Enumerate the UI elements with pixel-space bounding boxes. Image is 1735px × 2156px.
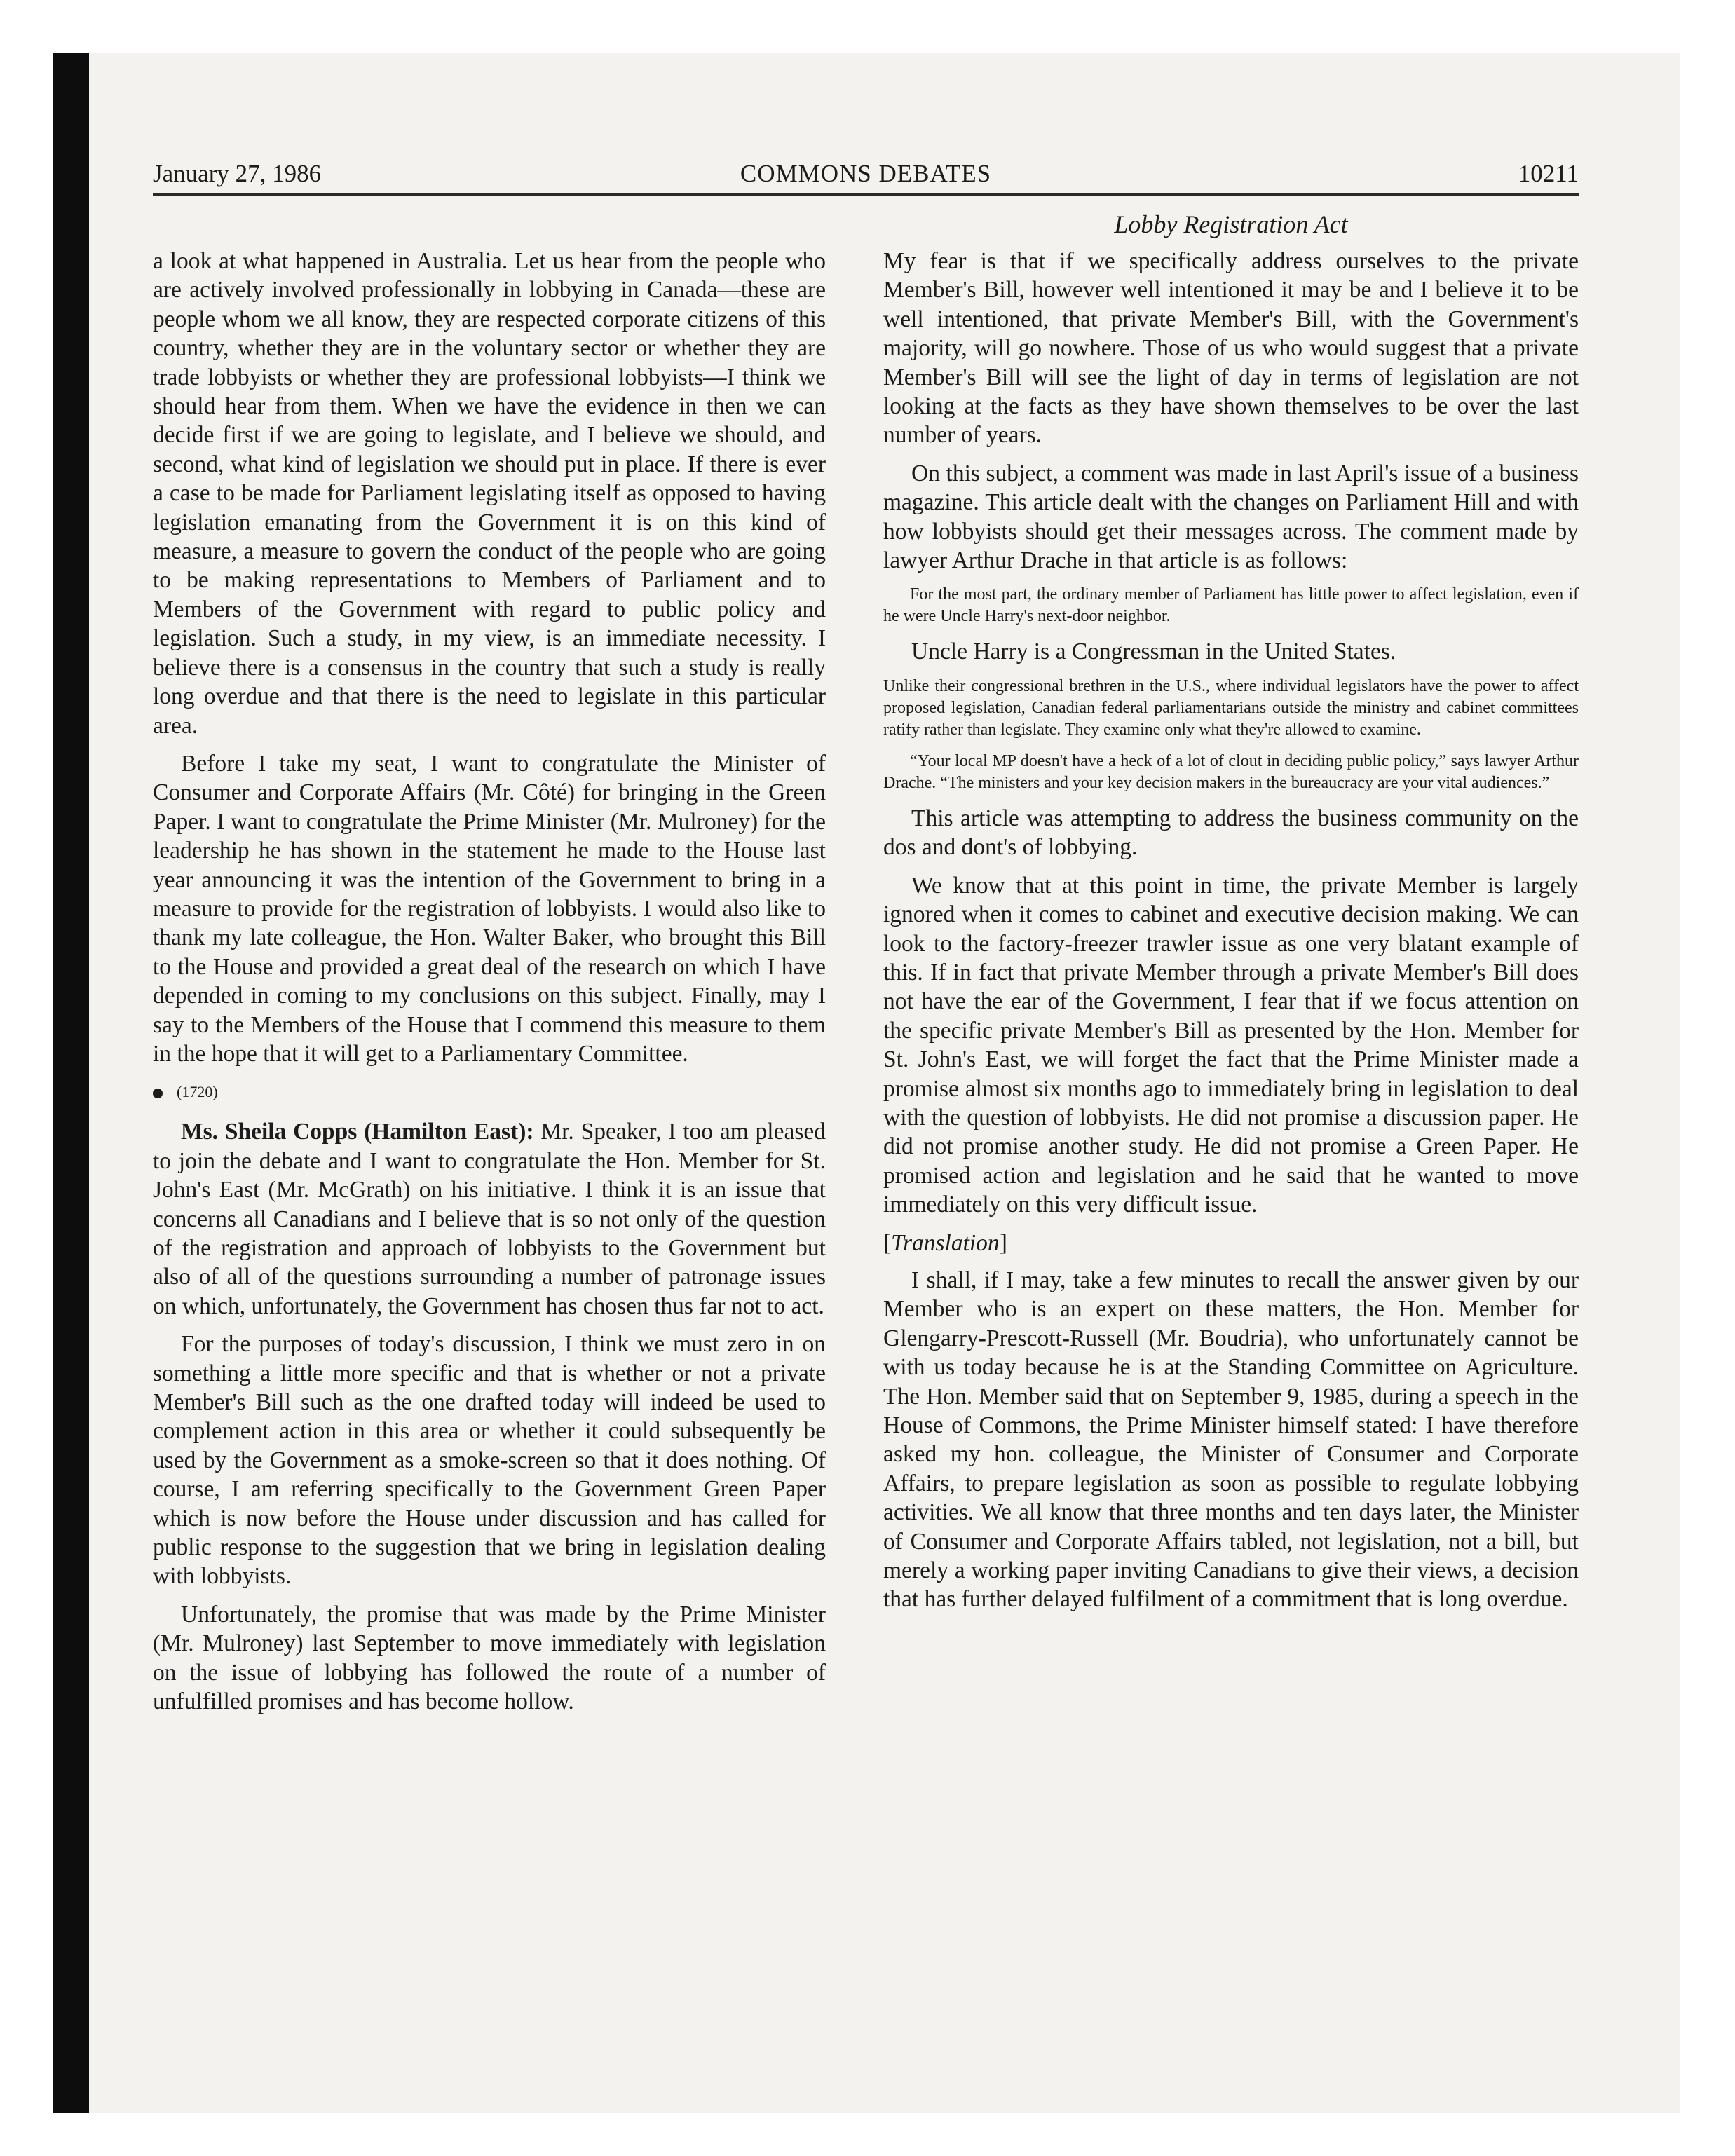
header-publication: COMMONS DEBATES xyxy=(740,160,992,187)
speaker-name: Ms. Sheila Copps (Hamilton East): xyxy=(181,1119,534,1145)
translation-bracket-close: ] xyxy=(999,1229,1007,1256)
scan-edge-bar xyxy=(53,53,89,2113)
right-paragraph-4: This article was attempting to address the business community on the dos and dont's of lobbying. xyxy=(883,805,1579,861)
running-head: Lobby Registration Act xyxy=(1114,210,1348,238)
translation-bracket-open: [ xyxy=(883,1229,892,1256)
translation-label: Translation xyxy=(891,1229,1000,1256)
right-paragraph-1: My fear is that if we specifically address ourselves to the private Member's Bill, however well intentioned it may be and I believe it to be well intentioned, that private Member's Bill, with the Government's majority, will go nowhere. Those of us who would suggest that a private Member's Bill will see the light of day in terms of legislation are not looking at the facts as they have shown themselves to be over the last number of years. xyxy=(883,248,1579,449)
left-paragraph-1: a look at what happened in Australia. Let us hear from the people who are actively involved professionally in lobbying in Canada—these are people whom we all know, they are respected corporate citizens of this country, whether they are in the voluntary sector or whether they are trade lobbyists or whether they are professional lobbyists—I think we should hear from them. When we have the evidence in then we can decide first if we are going to legislate, and I believe we should, and second, what kind of legislation we should put in place. If there is ever a case to be made for Parliament legislating itself as opposed to having legislation emanating from the Government it is on this kind of measure, a measure to govern the conduct of the people who are going to be making representations to Members of Parliament and to Members of the Government with regard to public policy and legislation. Such a study, in my view, is an immediate necessity. I believe there is a consensus in the country that such a study is really long overdue and that there is the need to legislate in this particular area. xyxy=(153,248,826,739)
header-page-number: 10211 xyxy=(1518,160,1579,187)
block-quote-3: “Your local MP doesn't have a heck of a lot of clout in deciding public policy,” says lawyer Arthur Drache. “The ministers and your key decision makers in the bureaucracy are your vital audiences.” xyxy=(883,751,1579,792)
block-quote-2: Unlike their congressional brethren in the U.S., where individual legislators have the power to affect proposed legislation, Canadian federal parliamentarians outside the ministry and cabinet committees ratify rather than legislate. They examine only what they're allowed to examine. xyxy=(883,676,1579,739)
timestamp-text: (1720) xyxy=(177,1083,218,1101)
left-column xyxy=(153,247,826,1726)
right-paragraph-6: I shall, if I may, take a few minutes to recall the answer given by our Member who is an expert on these matters, the Hon. Member for Glengarry-Prescott-Russell (Mr. Boudria), who unfortunately cannot be with us today because he is at the Standing Committee on Agriculture. The Hon. Member said that on September 9, 1985, during a speech in the House of Commons, the Prime Minister himself stated: I have therefore asked my hon. colleague, the Minister of Consumer and Corporate Affairs, to prepare legislation as soon as possible to regulate lobbying activities. We all know that three months and ten days later, the Minister of Consumer and Corporate Affairs tabled, not legislation, not a bill, but merely a working paper inviting Canadians to give their views, a decision that has further delayed fulfilment of a commitment that is long overdue. xyxy=(883,1267,1579,1613)
right-paragraph-5: We know that at this point in time, the private Member is largely ignored when it comes to cabinet and executive decision making. We can look to the factory-freezer trawler issue as one very blatant example of this. If in fact that private Member through a private Member's Bill does not have the ear of the Government, I fear that if we focus attention on the specific private Member's Bill as presented by the Hon. Member for St. John's East, we will forget the fact that the Prime Minister made a promise almost six months ago to immediately bring in legislation to deal with the question of lobbyists. He did not promise a discussion paper. He did not promise another study. He did not promise a Green Paper. He promised action and legislation and he said that he wanted to move immediately on this very difficult issue. xyxy=(883,872,1579,1218)
header-date: January 27, 1986 xyxy=(153,160,322,187)
left-paragraph-4: For the purposes of today's discussion, I think we must zero in on something a little more specific and that is whether or not a private Member's Bill such as the one drafted today will indeed be used to complement action in this area or whether it could subsequently be used by the Government as a smoke-screen so that it does nothing. Of course, I am referring specifically to the Government Green Paper which is now before the House under discussion and has called for public response to the suggestion that we bring in legislation dealing with lobbyists. xyxy=(153,1331,826,1590)
speech-text: Mr. Speaker, I too am pleased to join the debate and I want to congratulate the Hon. Member for St. John's East (Mr. McGrath) on his initiative. I think it is an issue that concerns all Canadians and I believe that is so not only of the question of the registration and approach of lobbyists to the Government but also of all of the questions surrounding a number of patronage issues on which, unfortunately, the Government has chosen thus far not to act. xyxy=(153,1119,826,1319)
right-paragraph-2: On this subject, a comment was made in last April's issue of a business magazine. This article dealt with the changes on Parliament Hill and with how lobbyists should get their messages across. The comment made by lawyer Arthur Drache in that article is as follows: xyxy=(883,460,1579,574)
left-paragraph-5: Unfortunately, the promise that was made by the Prime Minister (Mr. Mulroney) last September to move immediately with legislation on the issue of lobbying has followed the route of a number of unfulfilled promises and has become hollow. xyxy=(153,1601,826,1715)
timestamp-marker xyxy=(153,1077,826,1106)
page-header xyxy=(153,157,1579,196)
speech-paragraph xyxy=(153,1117,826,1321)
bullet-icon xyxy=(153,1089,163,1098)
right-paragraph-3: Uncle Harry is a Congressman in the United States. xyxy=(911,639,1396,665)
left-paragraph-2: Before I take my seat, I want to congratulate the Minister of Consumer and Corporate Affairs (Mr. Côté) for bringing in the Green Paper. I want to congratulate the Prime Minister (Mr. Mulroney) for the leadership he has shown in the statement he made to the House last year announcing it was the intention of the Government to bring in a measure to provide for the registration of lobbyists. I would also like to thank my late colleague, the Hon. Walter Baker, who brought this Bill to the House and provided a great deal of the research on which I have depended in coming to my conclusions on this subject. Finally, may I say to the Members of the House that I commend this measure to them in the hope that it will get to a Parliamentary Committee. xyxy=(153,750,826,1067)
block-quote-1: For the most part, the ordinary member of Parliament has little power to affect legislation, even if he were Uncle Harry's next-door neighbor. xyxy=(883,585,1579,626)
right-column xyxy=(883,247,1579,1623)
translation-marker xyxy=(883,1229,1579,1257)
